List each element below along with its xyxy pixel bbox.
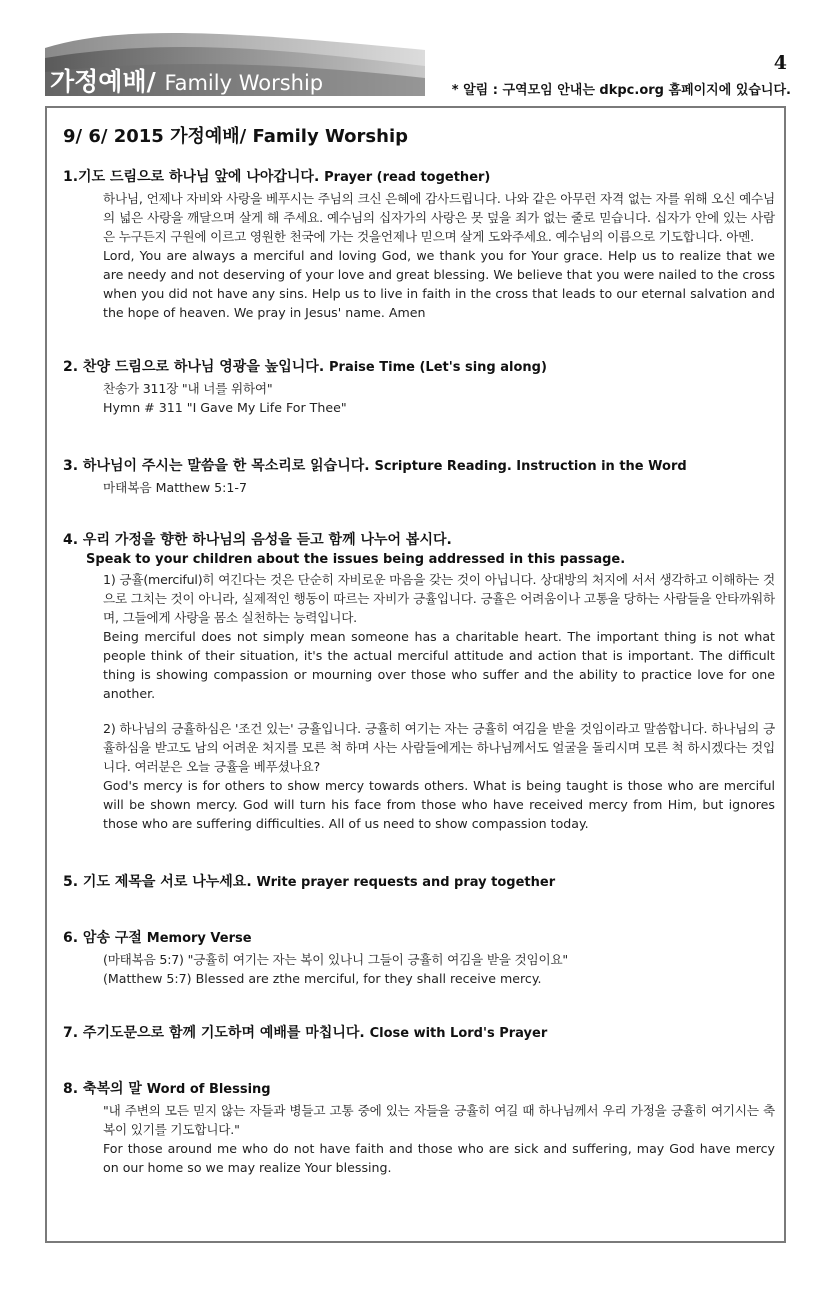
section-heading <box>63 529 775 549</box>
section-heading <box>63 455 775 475</box>
verse-english: (Matthew 5:7) Blessed are zthe merciful, for they shall receive mercy. <box>103 971 542 986</box>
paragraph-english: Lord, You are always a merciful and loving God, we thank you for Your grace. Help us to realize that we are needy and not deserving of your love and great blessing. We believe that you were nailed to the cross when you did not have any sins. Help us to live in faith in the cross that leads to our eternal salvation and the hope of heaven. We pray in Jesus' name. Amen <box>103 248 775 320</box>
header-title-korean: 가정예배/ <box>50 67 156 96</box>
heading-korean: 6. 암송 구절 <box>63 930 142 946</box>
section-prayer-requests <box>63 871 775 891</box>
page-number: 4 <box>773 52 787 74</box>
blessing-english: For those around me who do not have faith and those who are sick and suffering, may God have mercy on our home so we may realize Your blessing. <box>103 1141 775 1175</box>
section-subheading: Speak to your children about the issues being addressed in this passage. <box>86 552 626 567</box>
section-memory-verse <box>63 927 775 988</box>
section-body <box>103 478 775 497</box>
verse-korean: (마태복음 5:7) "긍휼히 여기는 자는 복이 있나니 그들이 긍휼히 여김을 받을 것임이요" <box>103 952 569 967</box>
header-title-english: Family Worship <box>164 71 324 95</box>
section-lords-prayer <box>63 1022 775 1042</box>
heading-english: Close with Lord's Prayer <box>369 1026 548 1041</box>
heading-korean: 2. 찬양 드림으로 하나님 영광을 높입니다. <box>63 359 325 375</box>
heading-english: Prayer (read together) <box>324 170 491 185</box>
section-body <box>103 570 775 833</box>
hymn-korean: 찬송가 311장 "내 너를 위하여" <box>103 381 273 396</box>
point-2-korean: 2) 하나님의 긍휼하심은 '조건 있는' 긍휼입니다. 긍휼히 여기는 자는 긍휼히 여김을 받을 것임이라고 말씀합니다. 하나님의 긍휼하심을 받고도 남의 어려운 처지를 모른 척 하며 사는 사람들에게는 하나님께서도 얼굴을 돌리시며 모른 척 하시겠다는 것입니다. 여러분은 오늘 긍휼을 베푸셨나요? <box>103 721 775 774</box>
section-heading <box>63 1078 775 1098</box>
heading-korean: 3. 하나님이 주시는 말씀을 한 목소리로 읽습니다. <box>63 458 370 474</box>
heading-english: Scripture Reading. Instruction in the Word <box>374 459 687 474</box>
blessing-korean: "내 주변의 모든 믿지 않는 자들과 병들고 고통 중에 있는 자들을 긍휼히 여길 때 하나님께서 우리 가정을 긍휼히 여기시는 축복이 있기를 기도합니다." <box>103 1103 775 1137</box>
section-heading <box>63 1022 775 1042</box>
worship-content <box>63 122 775 1177</box>
heading-korean: 8. 축복의 말 <box>63 1081 142 1097</box>
section-scripture <box>63 455 775 497</box>
section-heading <box>63 927 775 947</box>
header-title <box>50 62 323 98</box>
document-title: 9/ 6/ 2015 가정예배/ Family Worship <box>63 126 409 147</box>
section-blessing <box>63 1078 775 1177</box>
section-body <box>103 1101 775 1177</box>
heading-english: Praise Time (Let's sing along) <box>329 360 547 375</box>
heading-korean: 5. 기도 제목을 서로 나누세요. <box>63 874 252 890</box>
hymn-english: Hymn # 311 "I Gave My Life For Thee" <box>103 400 347 415</box>
section-prayer <box>63 166 775 322</box>
paragraph-korean: 하나님, 언제나 자비와 사랑을 베푸시는 주님의 크신 은혜에 감사드립니다. 나와 같은 아무런 자격 없는 자를 위해 오신 예수님의 넓은 사랑을 깨달으며 살게 해 주세요. 예수님의 십자가의 사랑은 못 덮을 죄가 없는 줄로 믿습니다. 십자가 안에 있는 사람은 누구든지 구원에 이르고 영원한 천국에 가는 것을언제나 믿으며 살게 도와주세요. 예수님의 이름으로 기도합니다. 아멘. <box>103 191 775 244</box>
heading-korean: 4. 우리 가정을 향한 하나님의 음성을 듣고 함께 나누어 봅시다. <box>63 532 452 548</box>
notice-text: * 알림 : 구역모임 안내는 dkpc.org 홈페이지에 있습니다. <box>451 83 791 98</box>
heading-english: Memory Verse <box>146 931 252 946</box>
point-1-english: Being merciful does not simply mean someone has a charitable heart. The important thing is not what people think of their situation, it's the actual merciful attitude and action that is important. The difficult thing is showing compassion or mourning over those who suffer and the ability to practice love for one another. <box>103 629 775 701</box>
section-body <box>103 950 775 988</box>
section-praise <box>63 356 775 417</box>
heading-english: Word of Blessing <box>146 1082 271 1097</box>
section-heading <box>63 166 775 186</box>
section-body <box>103 189 775 322</box>
heading-english: Write prayer requests and pray together <box>256 875 556 890</box>
section-heading <box>63 356 775 376</box>
section-discussion <box>63 529 775 833</box>
heading-korean: 7. 주기도문으로 함께 기도하며 예배를 마칩니다. <box>63 1025 365 1041</box>
section-heading <box>63 871 775 891</box>
page-header <box>0 0 835 100</box>
point-2-english: God's mercy is for others to show mercy towards others. What is being taught is those who are merciful will be shown mercy. God will turn his face from those who have received mercy from Him, but ignores those who are suffering difficulties. All of us need to show compassion today. <box>103 778 775 831</box>
heading-korean: 1.기도 드림으로 하나님 앞에 나아갑니다. <box>63 169 320 185</box>
point-1-korean: 1) 긍휼(merciful)히 여긴다는 것은 단순히 자비로운 마음을 갖는 것이 아닙니다. 상대방의 처지에 서서 생각하고 이해하는 것으로 그치는 것이 아니라, 실제적인 행동이 따르는 자비가 긍휼입니다. 긍휼은 어려움이나 고통을 당하는 사람들을 안타까워하며, 그들에게 사랑을 몸소 실천하는 능력입니다. <box>103 572 775 625</box>
scripture-reference: 마태복음 Matthew 5:1-7 <box>103 480 247 495</box>
section-body <box>103 379 775 417</box>
